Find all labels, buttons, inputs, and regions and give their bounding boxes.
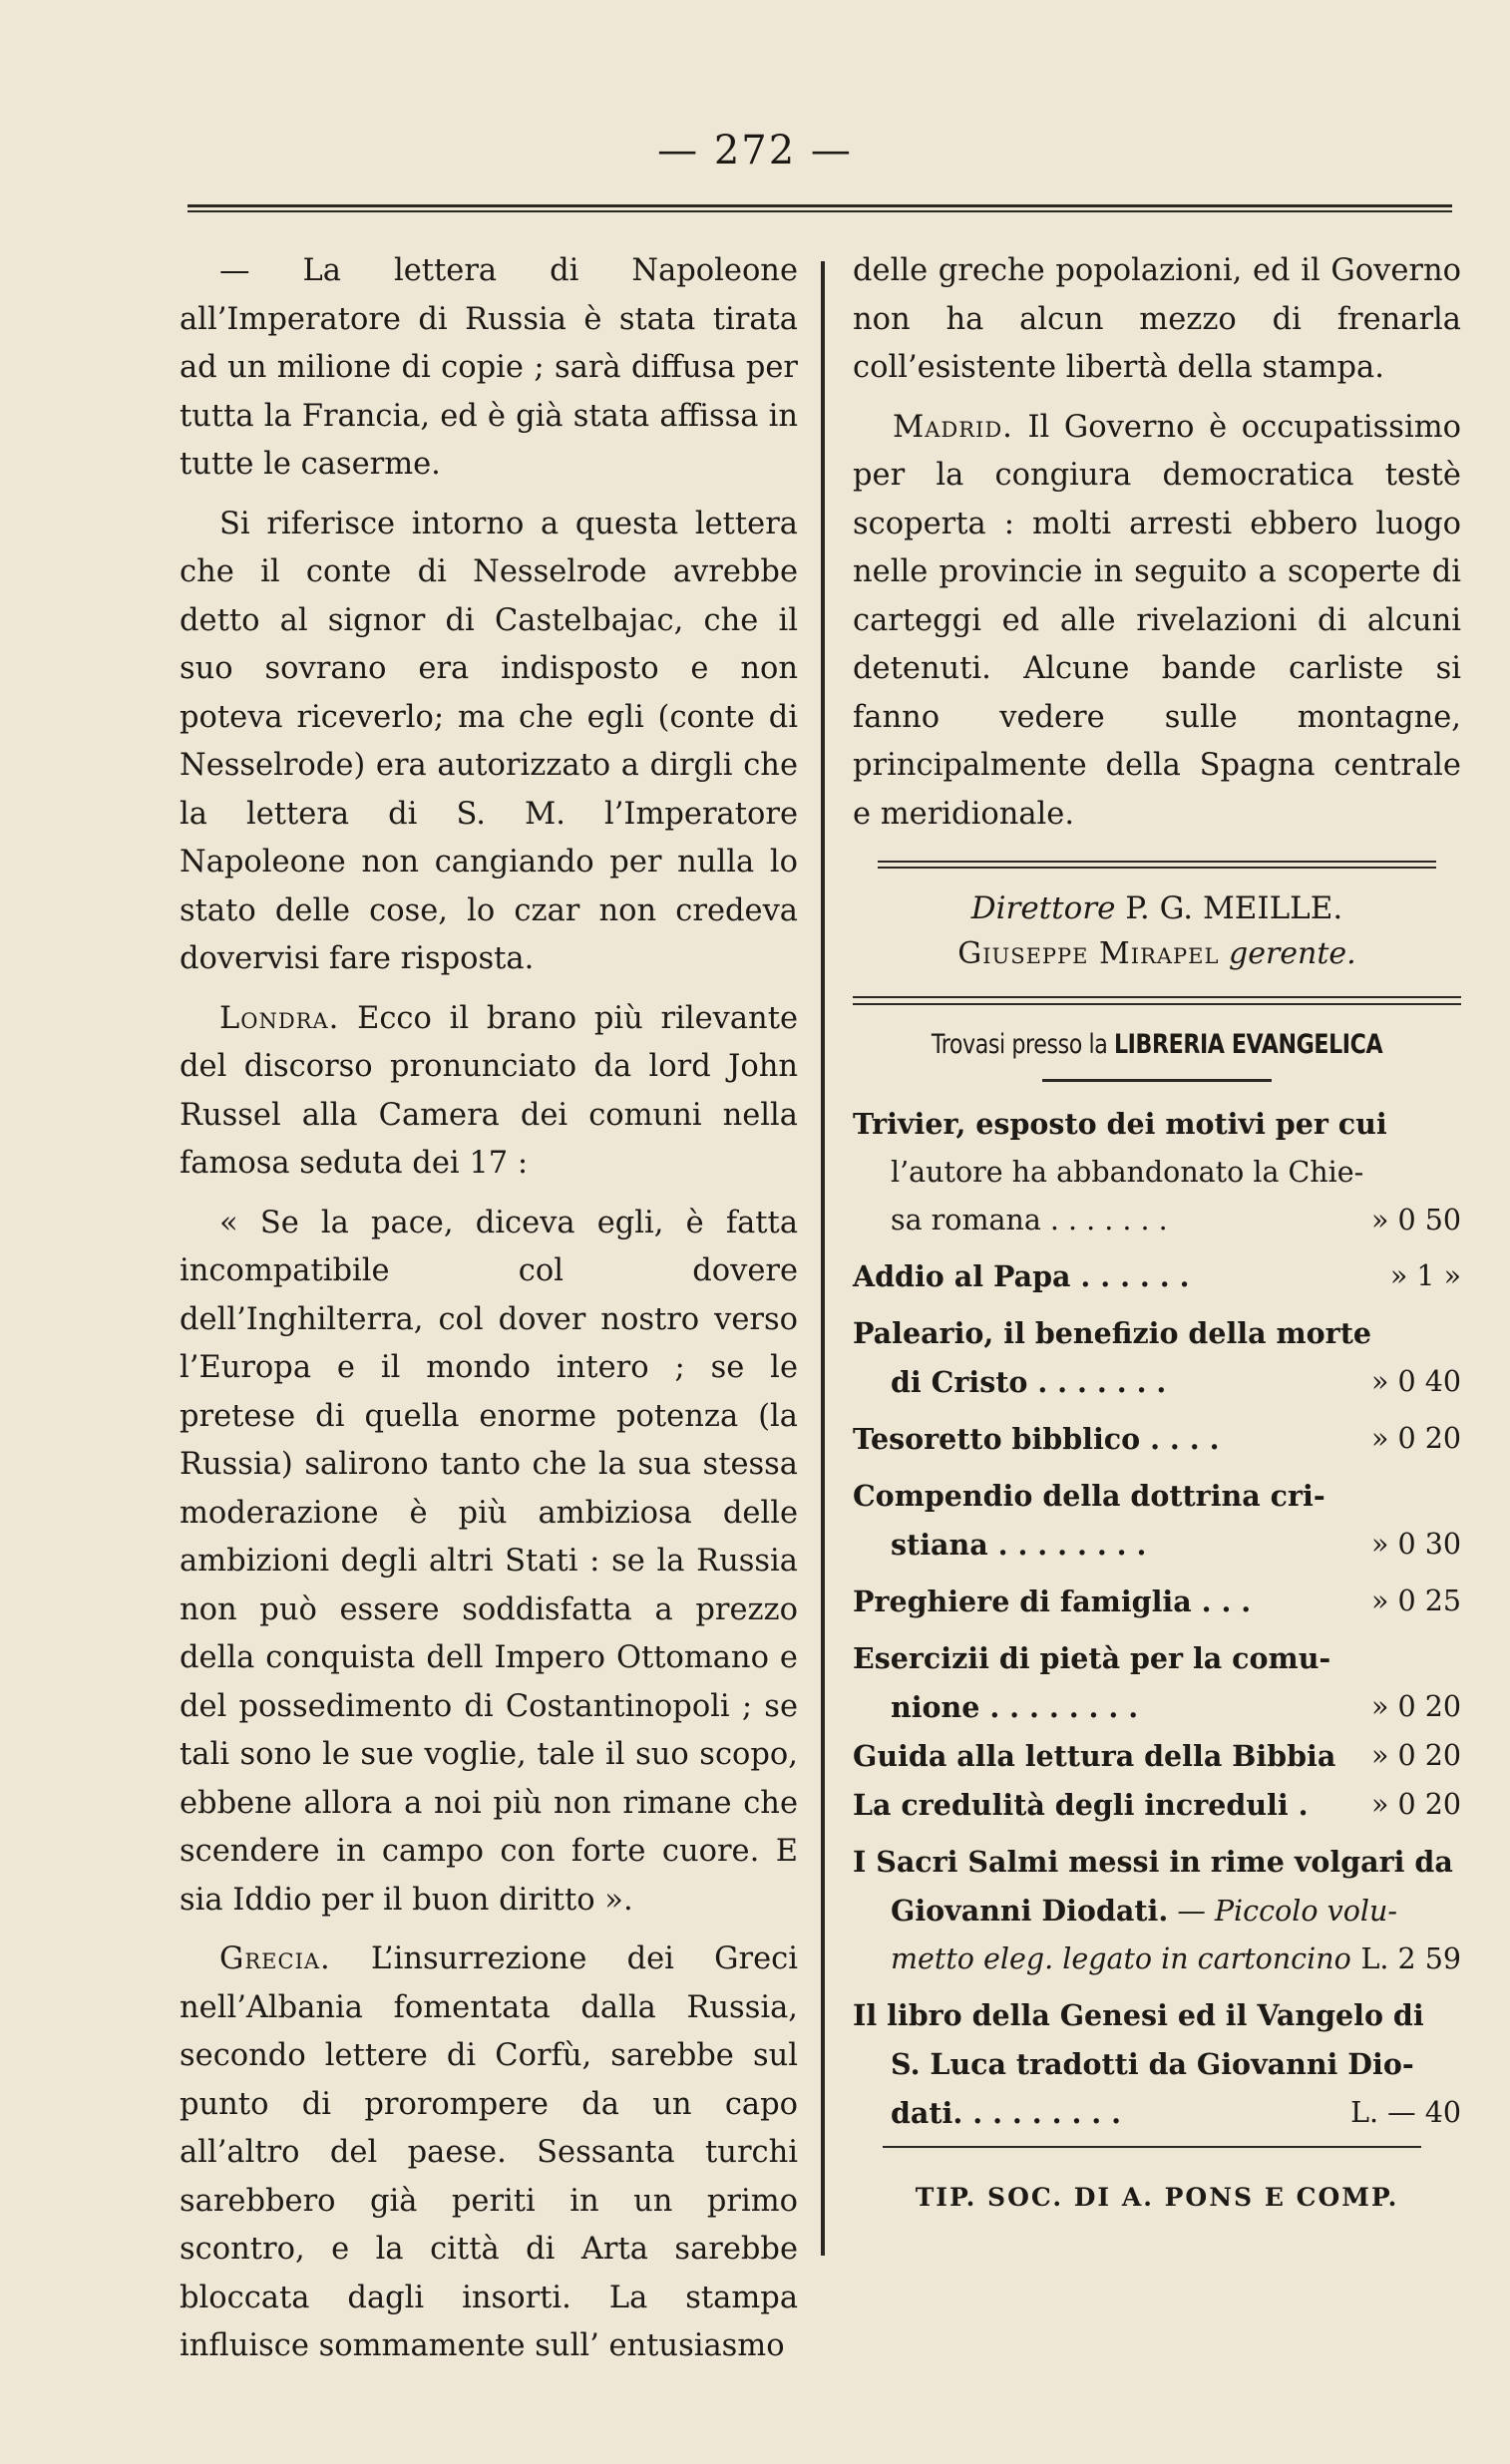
director-line xyxy=(853,884,1461,932)
book-line: S. Luca tradotti da Giovanni Dio- xyxy=(891,2047,1414,2081)
book-title: Compendio della dottrina cri- xyxy=(853,1479,1325,1513)
book-price: » 0 20 xyxy=(1371,1788,1461,1821)
book-price: L. 2 59 xyxy=(1360,1942,1461,1975)
gerente-line xyxy=(853,932,1461,976)
book-line: dati. . . . . . . . . xyxy=(891,2096,1122,2130)
book-item xyxy=(853,1578,1461,1626)
book-price: » 0 30 xyxy=(1371,1528,1461,1561)
header-rule xyxy=(188,204,1452,214)
article-nesselrode: Si riferisce intorno a questa lettera che il conte di Nesselrode avrebbe detto al signor di Castelbajac, che il suo sovrano era indisposto e non poteva riceverlo; ma che egli (conte di Nesselrode) era autorizzato a dirgli che la lettera di S. M. l’Imperatore Napoleone non cangiando per nulla lo stato delle cose, lo czar non credeva dovervisi fare risposta. xyxy=(180,506,798,976)
book-title: Esercizii di pietà per la comu- xyxy=(853,1641,1331,1675)
book-author: Giovanni Diodati. xyxy=(891,1894,1169,1928)
left-column xyxy=(180,247,798,2371)
book-item xyxy=(853,1634,1461,1732)
book-price: » 0 20 xyxy=(1371,1422,1461,1455)
book-item xyxy=(853,1991,1461,2138)
book-price: » 0 20 xyxy=(1371,1739,1461,1772)
book-line: sa romana . . . . . . . xyxy=(891,1204,1168,1236)
book-line: di Cristo . . . . . . . xyxy=(891,1365,1167,1399)
book-title: I Sacri Salmi messi in rime volgari da xyxy=(853,1845,1453,1879)
book-description: — Piccolo volu- xyxy=(1168,1895,1397,1928)
article-london-text: Ecco il brano più rilevante del discorso pronunciato da lord John Russel alla Camera dei comuni nella famosa seduta dei 17 : xyxy=(180,1000,798,1181)
book-line: metto eleg. legato in cartoncino xyxy=(891,1942,1351,1975)
gerente-label: gerente. xyxy=(1229,936,1356,971)
column-divider xyxy=(821,261,825,2256)
book-price: » 1 » xyxy=(1389,1259,1461,1292)
page-number: — 272 — xyxy=(657,128,853,174)
book-line xyxy=(853,1887,1461,1936)
right-column xyxy=(853,247,1461,2223)
article-madrid-text: Il Governo è occupatissimo per la congiura democratica testè scoperta : molti arresti ebbero luogo nelle provincie in seguito a scoperte di carteggi ed alle rivelazioni di alcuni detenuti. Alcune bande carliste si fanno vedere sulle montagne, principalmente della Spagna centrale e meridionale. xyxy=(853,409,1461,832)
article-napoleon-letter: — La lettera di Napoleone all’Imperatore di Russia è stata tirata ad un milione di copie ; sarà diffusa per tutta la Francia, ed è già stata affissa in tutte le caserme. xyxy=(180,253,798,482)
books-heading-bookshop: LIBRERIA EVANGELICA xyxy=(1113,1029,1383,1060)
place-madrid: Madrid. xyxy=(893,409,1013,445)
printer-imprint: TIP. SOC. DI A. PONS E COMP. xyxy=(915,2183,1399,2212)
book-item xyxy=(853,1252,1461,1301)
book-title: Trivier, esposto dei motivi per cui xyxy=(853,1107,1387,1141)
article-greece xyxy=(180,1936,798,2371)
book-title: Guida alla lettura della Bibbia xyxy=(853,1739,1336,1773)
article-greece-continued: delle greche popolazioni, ed il Governo non ha alcun mezzo di frenarla coll’esistente libertà della stampa. xyxy=(853,253,1461,385)
book-item xyxy=(853,1838,1461,1983)
book-price: » 0 50 xyxy=(1371,1204,1461,1236)
book-title: La credulità degli increduli . xyxy=(853,1788,1309,1822)
book-line: l’autore ha abbandonato la Chie- xyxy=(891,1156,1364,1189)
book-item xyxy=(853,1472,1461,1570)
place-london: Londra. xyxy=(219,1000,340,1036)
book-price: L. — 40 xyxy=(1350,2096,1461,2129)
place-greece: Grecia. xyxy=(219,1941,331,1976)
book-item xyxy=(853,1309,1461,1407)
director-name: P. G. MEILLE. xyxy=(1125,890,1343,926)
book-title: Addio al Papa . . . . . . xyxy=(853,1259,1190,1293)
article-russel-speech: « Se la pace, diceva egli, è fatta incompatibile col dovere dell’Inghilterra, col dover nostro verso l’Europa e il mondo intero ; se le pretese di quella enorme potenza (la Russia) salirono tanto che la sua stessa moderazione è più ambiziosa delle ambizioni degli altri Stati : se la Russia non può essere soddisfatta a prezzo della conquista dell Impero Ottomano e del possedimento di Costantinopoli ; se tali sono le sue voglie, tale il suo scopo, ebbene allora a noi più non rimane che scendere in campo con forte cuore. E sia Iddio per il buon diritto ». xyxy=(180,1205,798,1918)
book-line: nione . . . . . . . . xyxy=(891,1690,1139,1724)
book-title: Il libro della Genesi ed il Vangelo di xyxy=(853,1998,1424,2032)
article-madrid xyxy=(853,404,1461,840)
book-item xyxy=(853,1781,1461,1830)
footer-rule xyxy=(883,2146,1421,2148)
gerente-name: Giuseppe Mirapel xyxy=(957,936,1220,971)
article-greece-text: L’insurrezione dei Greci nell’Albania fomentata dalla Russia, secondo lettere di Corfù, sarebbe sul punto di prorompere da un capo all’altro del paese. Sessanta turchi sarebbero già periti in un primo scontro, e la città di Arta sarebbe bloccata dagli insorti. La stampa influisce sommamente sull’ entusiasmo xyxy=(180,1941,798,2363)
book-item xyxy=(853,1415,1461,1464)
book-price: » 0 20 xyxy=(1371,1690,1461,1723)
book-line: stiana . . . . . . . . xyxy=(891,1528,1147,1562)
director-label: Direttore xyxy=(970,890,1116,926)
book-price: » 0 25 xyxy=(1371,1584,1461,1617)
article-london xyxy=(180,995,798,1189)
book-title: Preghiere di famiglia . . . xyxy=(853,1584,1252,1618)
books-heading-rule xyxy=(1042,1079,1272,1082)
book-item xyxy=(853,1732,1461,1781)
section-rule-2 xyxy=(853,996,1461,1005)
books-heading xyxy=(908,1021,1406,1069)
book-price: » 0 40 xyxy=(1371,1365,1461,1398)
book-title: Tesoretto bibblico . . . . xyxy=(853,1422,1220,1456)
book-title: Paleario, il benefizio della morte xyxy=(853,1316,1371,1350)
book-item xyxy=(853,1100,1461,1244)
section-rule xyxy=(878,861,1436,869)
books-heading-prefix: Trovasi presso la xyxy=(931,1029,1108,1060)
